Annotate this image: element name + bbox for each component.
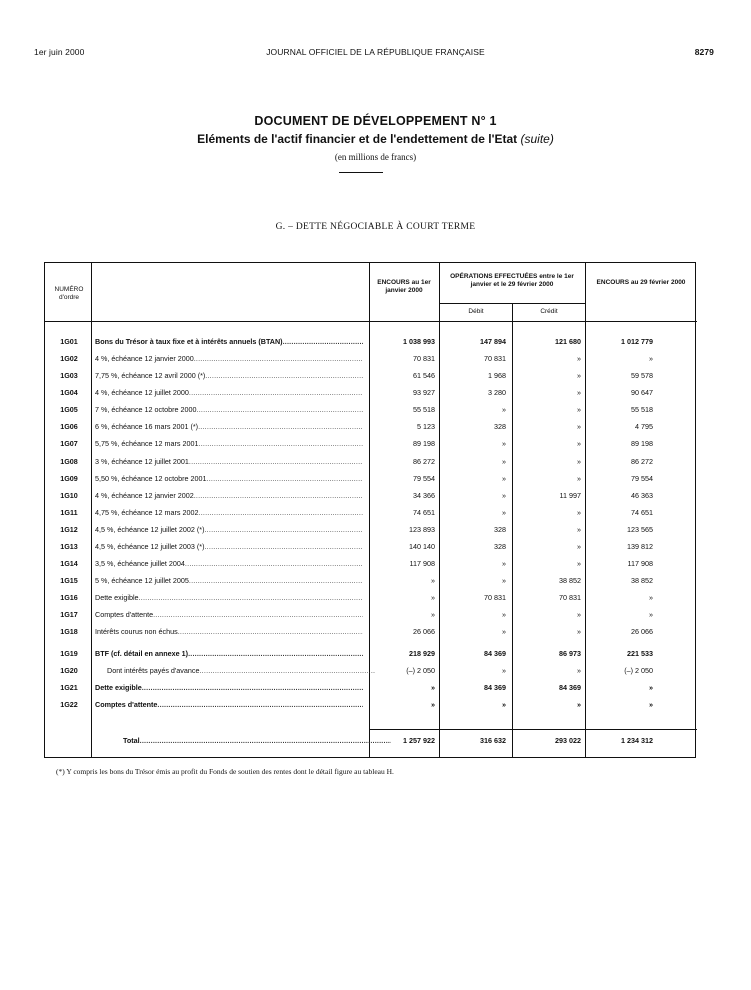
row-label: 4 %, échéance 12 janvier 2002 ..... <box>95 489 363 503</box>
row-label: 4,5 %, échéance 12 juillet 2002 (*) ..... <box>95 523 363 537</box>
row-encours-debut: 55 518 <box>413 405 435 414</box>
row-encours-fin: 89 198 <box>631 439 653 448</box>
row-encours-debut: 93 927 <box>413 388 435 397</box>
row-encours-debut: 117 908 <box>409 559 435 568</box>
row-credit: » <box>577 525 581 534</box>
row-debit: 328 <box>494 542 506 551</box>
row-encours-fin: » <box>649 593 653 602</box>
row-debit: » <box>502 474 506 483</box>
row-credit: » <box>577 371 581 380</box>
row-label: 6 %, échéance 16 mars 2001 (*) ..... <box>95 420 363 434</box>
row-debit: » <box>502 576 506 585</box>
row-credit: » <box>577 700 581 709</box>
row-code: 1G19 <box>60 649 78 658</box>
row-label: 5,75 %, échéance 12 mars 2001 ..... <box>95 437 363 451</box>
row-label: BTF (cf. détail en annexe 1) ..... <box>95 647 363 661</box>
row-encours-debut: 74 651 <box>413 508 435 517</box>
header-operations: OPÉRATIONS EFFECTUÉES entre le 1er janvier et le 29 février 2000 <box>450 273 574 288</box>
row-code: 1G10 <box>60 491 78 500</box>
table-row <box>45 437 697 451</box>
row-code: 1G17 <box>60 610 78 619</box>
row-encours-debut: 1 038 993 <box>403 337 435 346</box>
row-encours-fin: 46 363 <box>631 491 653 500</box>
row-label: 7 %, échéance 12 octobre 2000 ..... <box>95 403 363 417</box>
table-row <box>45 455 697 469</box>
row-encours-fin: 117 908 <box>627 559 653 568</box>
document-subtitle-text: Eléments de l'actif financier et de l'endettement de l'Etat <box>197 132 518 146</box>
row-encours-fin: 221 533 <box>627 649 653 658</box>
row-debit: 1 968 <box>488 371 506 380</box>
header-encours-fin: ENCOURS au 29 février 2000 <box>596 279 686 286</box>
row-credit: 11 997 <box>559 491 581 500</box>
row-code: 1G15 <box>60 576 78 585</box>
row-credit: » <box>577 508 581 517</box>
row-code: 1G06 <box>60 422 78 431</box>
row-encours-debut: 89 198 <box>413 439 435 448</box>
row-code: 1G05 <box>60 405 78 414</box>
row-code: 1G09 <box>60 474 78 483</box>
row-encours-fin: 90 647 <box>631 388 653 397</box>
total-credit: 293 022 <box>555 736 581 745</box>
total-encours-fin: 1 234 312 <box>621 736 653 745</box>
row-debit: 84 369 <box>484 683 506 692</box>
table-row <box>45 681 697 695</box>
row-debit: » <box>502 457 506 466</box>
row-label: Dette exigible ..... <box>95 591 363 605</box>
row-encours-fin: 59 578 <box>631 371 653 380</box>
document-unit: (en millions de francs) <box>334 152 417 162</box>
row-code: 1G07 <box>60 439 78 448</box>
row-debit: » <box>502 627 506 636</box>
row-code: 1G13 <box>60 542 78 551</box>
row-credit: » <box>577 627 581 636</box>
table-row <box>45 523 697 537</box>
row-credit: » <box>577 388 581 397</box>
row-credit: » <box>577 666 581 675</box>
row-label: Comptes d'attente ..... <box>95 698 363 712</box>
row-encours-debut: » <box>431 593 435 602</box>
row-encours-debut: 26 066 <box>413 627 435 636</box>
table-row <box>45 698 697 712</box>
row-encours-fin: » <box>649 610 653 619</box>
row-debit: 3 280 <box>488 388 506 397</box>
row-encours-fin: 79 554 <box>631 474 653 483</box>
row-encours-debut: 123 893 <box>409 525 435 534</box>
row-encours-debut: 140 140 <box>409 542 435 551</box>
section-title: G. – DETTE NÉGOCIABLE À COURT TERME <box>275 222 476 232</box>
row-debit: 147 894 <box>480 337 506 346</box>
row-label: 4,5 %, échéance 12 juillet 2003 (*) ..... <box>95 540 363 554</box>
total-label: Total ..... <box>95 734 391 748</box>
row-encours-debut: 86 272 <box>413 457 435 466</box>
table-row <box>45 420 697 434</box>
row-label: 4 %, échéance 12 janvier 2000 ..... <box>95 352 363 366</box>
row-code: 1G12 <box>60 525 78 534</box>
table-row <box>45 608 697 622</box>
row-code: 1G04 <box>60 388 78 397</box>
row-code: 1G18 <box>60 627 78 636</box>
header-page-number: 8279 <box>694 47 714 57</box>
row-encours-fin: 1 012 779 <box>621 337 653 346</box>
row-label: 7,75 %, échéance 12 avril 2000 (*) ..... <box>95 369 363 383</box>
row-code: 1G14 <box>60 559 78 568</box>
table-row <box>45 335 697 349</box>
row-debit: » <box>502 405 506 414</box>
row-credit: » <box>577 542 581 551</box>
row-encours-debut: 61 546 <box>413 371 435 380</box>
row-encours-debut: 218 929 <box>409 649 435 658</box>
footnote: (*) Y compris les bons du Trésor émis au profit du Fonds de soutien des rentes dont le détail figure au tableau H. <box>56 767 394 776</box>
row-label: Dette exigible ..... <box>95 681 363 695</box>
row-debit: 70 831 <box>484 593 506 602</box>
row-debit: » <box>502 491 506 500</box>
row-code: 1G21 <box>60 683 78 692</box>
table-row <box>45 489 697 503</box>
row-encours-fin: » <box>649 354 653 363</box>
row-debit: 328 <box>494 525 506 534</box>
table-row <box>45 352 697 366</box>
row-label: Bons du Trésor à taux fixe et à intérêts annuels (BTAN) ..... <box>95 335 363 349</box>
table-row <box>45 647 697 661</box>
row-code: 1G11 <box>60 508 78 517</box>
row-debit: 70 831 <box>484 354 506 363</box>
row-encours-fin: (–) 2 050 <box>624 666 653 675</box>
total-rule <box>369 729 697 730</box>
row-debit: » <box>502 666 506 675</box>
row-code: 1G03 <box>60 371 78 380</box>
row-encours-debut: 70 831 <box>413 354 435 363</box>
row-encours-debut: 34 366 <box>413 491 435 500</box>
row-code: 1G16 <box>60 593 78 602</box>
table-row <box>45 625 697 639</box>
row-encours-fin: 123 565 <box>627 525 653 534</box>
row-label: 4,75 %, échéance 12 mars 2002 ..... <box>95 506 363 520</box>
total-debit: 316 632 <box>480 736 506 745</box>
row-encours-debut: » <box>431 576 435 585</box>
row-credit: » <box>577 405 581 414</box>
row-code: 1G20 <box>60 666 78 675</box>
row-debit: » <box>502 610 506 619</box>
table-row <box>45 540 697 554</box>
row-label: Dont intérêts payés d'avance ..... <box>95 664 375 678</box>
total-encours-debut: 1 257 922 <box>403 736 435 745</box>
row-code: 1G08 <box>60 457 78 466</box>
row-debit: » <box>502 700 506 709</box>
row-encours-debut: » <box>431 700 435 709</box>
table-row <box>45 506 697 520</box>
row-credit: » <box>577 474 581 483</box>
row-credit: 86 973 <box>559 649 581 658</box>
header-journal-title: JOURNAL OFFICIEL DE LA RÉPUBLIQUE FRANÇAISE <box>266 47 485 57</box>
row-encours-debut: 5 123 <box>417 422 435 431</box>
header-bottom-rule <box>45 321 697 322</box>
row-debit: » <box>502 439 506 448</box>
row-encours-fin: » <box>649 700 653 709</box>
document-subtitle-suffix: (suite) <box>520 132 554 146</box>
row-credit: 121 680 <box>555 337 581 346</box>
header-numero: NUMÉRO d'ordre <box>54 286 84 301</box>
row-credit: 38 852 <box>559 576 581 585</box>
header-encours-debut: ENCOURS au 1er janvier 2000 <box>377 279 431 294</box>
table-row <box>45 591 697 605</box>
table-row <box>45 664 697 678</box>
row-label: Comptes d'attente ..... <box>95 608 363 622</box>
row-label: 5,50 %, échéance 12 octobre 2001 ..... <box>95 472 363 486</box>
row-encours-debut: » <box>431 610 435 619</box>
table-total-row <box>45 734 697 748</box>
table-row <box>45 386 697 400</box>
unit-divider <box>339 172 383 173</box>
row-label: 3 %, échéance 12 juillet 2001 ..... <box>95 455 363 469</box>
header-date: 1er juin 2000 <box>34 47 85 57</box>
row-credit: 84 369 <box>559 683 581 692</box>
row-encours-fin: 26 066 <box>631 627 653 636</box>
row-encours-fin: 86 272 <box>631 457 653 466</box>
header-debit: Débit <box>468 308 484 315</box>
table-row <box>45 574 697 588</box>
row-encours-fin: 139 812 <box>627 542 653 551</box>
row-encours-fin: 38 852 <box>631 576 653 585</box>
table-row <box>45 403 697 417</box>
row-credit: » <box>577 354 581 363</box>
row-encours-debut: » <box>431 683 435 692</box>
row-debit: » <box>502 559 506 568</box>
row-label: 3,5 %, échéance juillet 2004 ..... <box>95 557 363 571</box>
table-row <box>45 557 697 571</box>
row-encours-fin: 4 795 <box>635 422 653 431</box>
row-encours-debut: (–) 2 050 <box>406 666 435 675</box>
operations-header-rule <box>439 303 585 304</box>
row-credit: » <box>577 422 581 431</box>
document-subtitle <box>0 132 751 146</box>
row-credit: » <box>577 559 581 568</box>
row-debit: 84 369 <box>484 649 506 658</box>
header-credit: Crédit <box>540 308 558 315</box>
debt-table <box>44 262 696 758</box>
row-encours-fin: 55 518 <box>631 405 653 414</box>
row-credit: » <box>577 439 581 448</box>
document-title: DOCUMENT DE DÉVELOPPEMENT N° 1 <box>254 114 497 128</box>
row-code: 1G01 <box>60 337 78 346</box>
row-encours-debut: 79 554 <box>413 474 435 483</box>
row-code: 1G02 <box>60 354 78 363</box>
table-row <box>45 472 697 486</box>
table-row <box>45 369 697 383</box>
row-credit: 70 831 <box>559 593 581 602</box>
row-label: Intérêts courus non échus ..... <box>95 625 363 639</box>
row-debit: » <box>502 508 506 517</box>
row-debit: 328 <box>494 422 506 431</box>
row-encours-fin: 74 651 <box>631 508 653 517</box>
row-code: 1G22 <box>60 700 78 709</box>
row-label: 4 %, échéance 12 juillet 2000 ..... <box>95 386 363 400</box>
row-encours-fin: » <box>649 683 653 692</box>
row-credit: » <box>577 610 581 619</box>
row-label: 5 %, échéance 12 juillet 2005 ..... <box>95 574 363 588</box>
row-credit: » <box>577 457 581 466</box>
